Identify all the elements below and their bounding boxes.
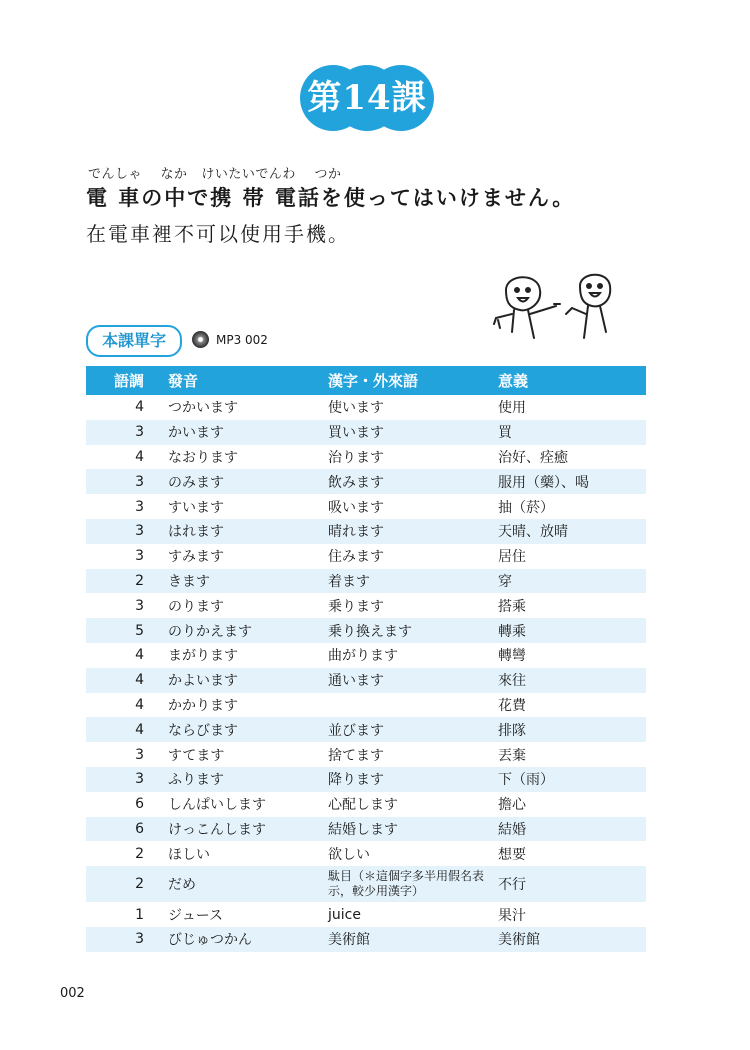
cell-kanji: 吸います — [328, 499, 384, 516]
cell-tone: 4 — [135, 696, 144, 713]
table-row — [86, 593, 646, 618]
header-meaning: 意義 — [492, 366, 646, 395]
vocab-table-body — [86, 395, 646, 952]
table-row — [86, 395, 646, 420]
cell-meaning: 抽（菸） — [498, 499, 554, 516]
cartoon-characters-illustration — [488, 268, 638, 348]
cell-kanji — [322, 693, 492, 718]
cell-tone: 1 — [135, 906, 144, 923]
table-row — [86, 792, 646, 817]
cell-meaning: 居住 — [498, 549, 526, 566]
table-row — [86, 693, 646, 718]
cell-pronunciation: ほしい — [168, 846, 210, 863]
cell-meaning: 結婚 — [492, 817, 646, 842]
cell-pronunciation: けっこんします — [162, 817, 322, 842]
cell-meaning: 轉彎 — [498, 648, 526, 665]
cell-meaning: 排隊 — [492, 717, 646, 742]
table-row — [86, 767, 646, 792]
cell-kanji: 乗り換えます — [322, 618, 492, 643]
cell-kanji: 美術館 — [322, 927, 492, 952]
cd-icon — [192, 331, 209, 348]
table-row — [86, 742, 646, 767]
cell-kanji: 捨てます — [328, 747, 384, 764]
cell-tone: 3 — [86, 927, 162, 952]
audio-track-label: MP3 002 — [216, 332, 268, 347]
cell-kanji: 着ます — [322, 569, 492, 594]
table-row — [86, 494, 646, 519]
cell-kanji: 並びます — [322, 717, 492, 742]
table-row — [86, 668, 646, 693]
table-row — [86, 841, 646, 866]
cell-kanji: 乗ります — [328, 598, 384, 615]
table-row — [86, 866, 646, 902]
cell-kanji: 晴れます — [322, 519, 492, 544]
cell-pronunciation: のみます — [162, 469, 322, 494]
cell-kanji: 使います — [328, 400, 384, 417]
cell-pronunciation: びじゅつかん — [162, 927, 322, 952]
cell-meaning: 買 — [492, 420, 646, 445]
cell-meaning: 穿 — [492, 569, 646, 594]
vocab-table — [86, 366, 646, 952]
lesson-title-badge — [300, 65, 434, 131]
audio-track[interactable] — [192, 331, 268, 348]
cell-kanji: 飲みます — [322, 469, 492, 494]
cell-tone: 6 — [86, 817, 162, 842]
cell-tone: 6 — [135, 796, 144, 813]
cell-pronunciation: すてます — [168, 747, 225, 764]
cell-pronunciation: はれます — [162, 519, 322, 544]
cell-tone: 2 — [135, 845, 144, 862]
cell-pronunciation: しんぱいします — [168, 797, 266, 814]
cell-tone: 4 — [86, 717, 162, 742]
cell-pronunciation: かかります — [168, 697, 238, 714]
cell-tone: 4 — [135, 448, 144, 465]
cell-meaning: 想要 — [498, 846, 526, 863]
cell-pronunciation: ふります — [162, 767, 322, 792]
cell-tone: 3 — [135, 548, 144, 565]
vocab-section-badge: 本課單字 — [86, 325, 182, 357]
cell-pronunciation: ジュース — [168, 907, 224, 924]
cell-tone: 4 — [135, 647, 144, 664]
cell-meaning: 不行 — [492, 866, 646, 902]
page-number: 002 — [60, 986, 85, 1001]
cell-pronunciation: すいます — [168, 499, 224, 516]
cell-pronunciation: すみます — [168, 549, 224, 566]
table-row — [86, 717, 646, 742]
table-row — [86, 569, 646, 594]
cell-meaning: 丟棄 — [498, 747, 526, 764]
table-row — [86, 643, 646, 668]
table-row — [86, 927, 646, 952]
cell-pronunciation: なおります — [168, 449, 238, 466]
header-pronunciation: 發音 — [162, 366, 322, 395]
cell-pronunciation: のりかえます — [162, 618, 322, 643]
cell-kanji: 通います — [322, 668, 492, 693]
header-kanji: 漢字・外來語 — [322, 366, 492, 395]
cell-pronunciation: かよいます — [162, 668, 322, 693]
cell-meaning: 使用 — [498, 400, 526, 417]
cell-kanji: 曲がります — [328, 648, 398, 665]
sentence-chinese: 在電車裡不可以使用手機。 — [86, 222, 350, 246]
cell-kanji: 結婚します — [322, 817, 492, 842]
cell-tone: 3 — [86, 767, 162, 792]
cell-pronunciation: かいます — [162, 420, 322, 445]
table-row — [86, 618, 646, 643]
cell-tone: 3 — [86, 469, 162, 494]
cell-pronunciation: きます — [162, 569, 322, 594]
cell-pronunciation: ならびます — [162, 717, 322, 742]
sentence-japanese: 電 車の中で携 帯 電話を使ってはいけません。 — [86, 186, 576, 210]
cell-meaning: 果汁 — [498, 907, 526, 924]
cell-meaning: 服用（藥）、喝 — [492, 469, 646, 494]
cell-kanji: 住みます — [328, 549, 384, 566]
cell-pronunciation: だめ — [162, 866, 322, 902]
header-tone: 語調 — [86, 366, 162, 395]
sentence-furigana: でんしゃ なか けいたいでんわ つか — [88, 167, 342, 182]
cell-meaning: 搭乘 — [498, 598, 526, 615]
cell-kanji: 駄目（＊這個字多半用假名表示，較少用漢字） — [322, 866, 492, 902]
cell-meaning: 轉乘 — [492, 618, 646, 643]
cell-tone: 4 — [86, 668, 162, 693]
cell-tone: 3 — [135, 498, 144, 515]
cell-tone: 3 — [86, 519, 162, 544]
cell-kanji: 買います — [322, 420, 492, 445]
cell-pronunciation: まがります — [168, 648, 238, 665]
table-row — [86, 817, 646, 842]
cell-kanji: juice — [328, 906, 361, 923]
cell-pronunciation: のります — [168, 598, 224, 615]
cell-meaning: 來往 — [492, 668, 646, 693]
cell-kanji: 欲しい — [328, 846, 370, 863]
cell-meaning: 治好、痊癒 — [498, 449, 568, 466]
cell-tone: 2 — [86, 866, 162, 902]
cell-tone: 3 — [135, 746, 144, 763]
cell-meaning: 下（雨） — [492, 767, 646, 792]
cell-tone: 5 — [86, 618, 162, 643]
cell-meaning: 擔心 — [498, 797, 526, 814]
cell-kanji: 降ります — [322, 767, 492, 792]
cell-meaning: 天晴、放晴 — [492, 519, 646, 544]
cell-kanji: 治ります — [328, 449, 384, 466]
cell-tone: 3 — [86, 420, 162, 445]
cell-tone: 4 — [135, 399, 144, 416]
table-row — [86, 519, 646, 544]
table-row — [86, 445, 646, 470]
cell-meaning: 美術館 — [492, 927, 646, 952]
cell-meaning: 花費 — [498, 697, 526, 714]
cell-tone: 2 — [86, 569, 162, 594]
cell-pronunciation: つかいます — [168, 400, 238, 417]
table-row — [86, 902, 646, 927]
cell-kanji: 心配します — [328, 797, 398, 814]
table-row — [86, 544, 646, 569]
lesson-title: 第14課 — [307, 78, 427, 118]
table-header-row — [86, 366, 646, 395]
table-row — [86, 420, 646, 445]
cell-tone: 3 — [135, 597, 144, 614]
table-row — [86, 469, 646, 494]
